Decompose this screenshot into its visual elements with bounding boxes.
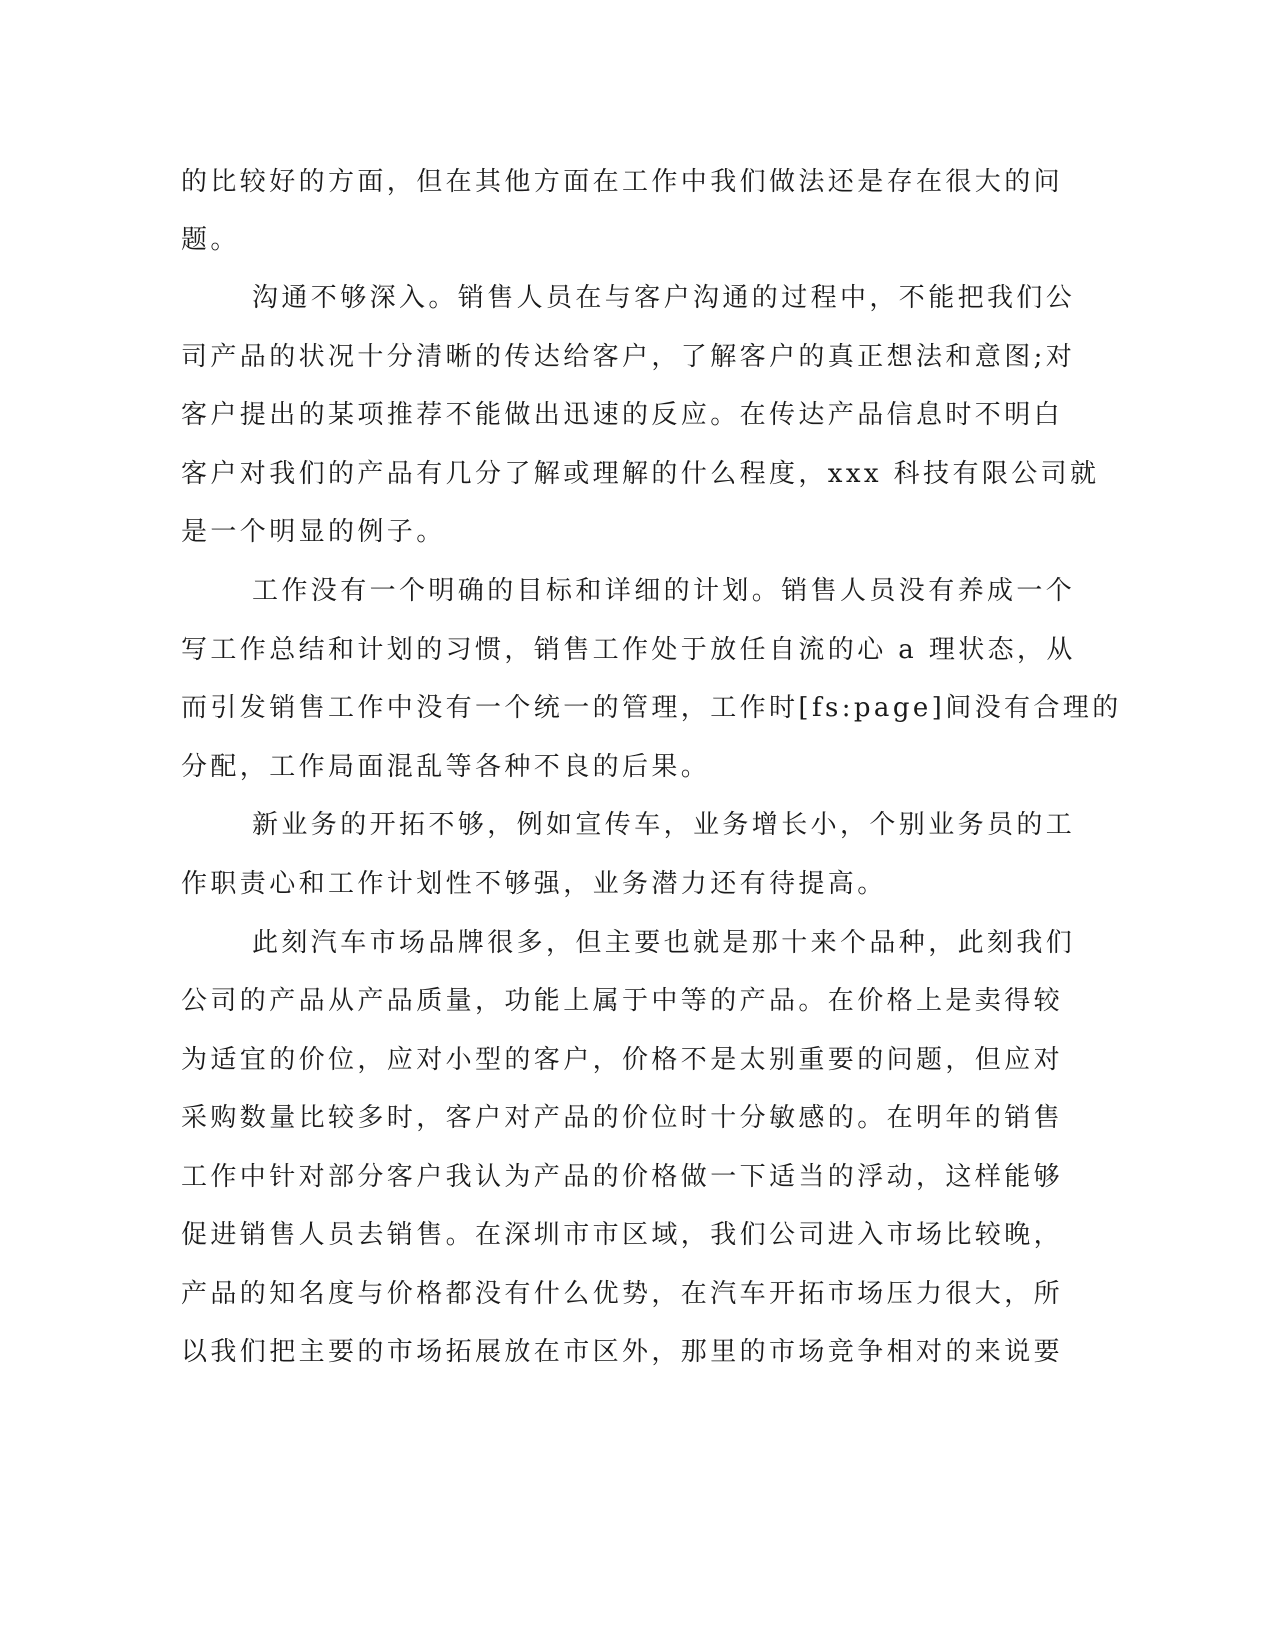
text-line: 而引发销售工作中没有一个统一的管理，工作时[fs:page]间没有合理的 (181, 693, 1122, 723)
text-line: 工作中针对部分客户我认为产品的价格做一下适当的浮动，这样能够 (181, 1162, 1064, 1192)
paragraph-first-line: 沟通不够深入。销售人员在与客户沟通的过程中，不能把我们公 (252, 283, 1076, 313)
text-line: 写工作总结和计划的习惯，销售工作处于放任自流的心 a 理状态，从 (181, 635, 1076, 665)
text-line: 客户提出的某项推荐不能做出迅速的反应。在传达产品信息时不明白 (181, 400, 1064, 430)
text-line: 促进销售人员去销售。在深圳市市区域，我们公司进入市场比较晚， (181, 1220, 1064, 1250)
text-line: 产品的知名度与价格都没有什么优势，在汽车开拓市场压力很大，所 (181, 1279, 1064, 1309)
text-line: 以我们把主要的市场拓展放在市区外，那里的市场竞争相对的来说要 (181, 1337, 1064, 1367)
text-line: 采购数量比较多时，客户对产品的价位时十分敏感的。在明年的销售 (181, 1103, 1064, 1133)
text-line: 为适宜的价位，应对小型的客户，价格不是太别重要的问题，但应对 (181, 1045, 1064, 1075)
paragraph-first-line: 新业务的开拓不够，例如宣传车，业务增长小，个别业务员的工 (252, 810, 1076, 840)
text-line: 司产品的状况十分清晰的传达给客户，了解客户的真正想法和意图;对 (181, 342, 1076, 372)
text-line: 作职责心和工作计划性不够强，业务潜力还有待提高。 (181, 869, 887, 899)
paragraph-first-line: 此刻汽车市场品牌很多，但主要也就是那十来个品种，此刻我们 (252, 928, 1076, 958)
text-line: 的比较好的方面，但在其他方面在工作中我们做法还是存在很大的问 (181, 167, 1064, 197)
text-line: 题。 (181, 225, 240, 255)
text-line: 公司的产品从产品质量，功能上属于中等的产品。在价格上是卖得较 (181, 986, 1064, 1016)
paragraph-first-line: 工作没有一个明确的目标和详细的计划。销售人员没有养成一个 (252, 576, 1076, 606)
text-line: 分配，工作局面混乱等各种不良的后果。 (181, 752, 711, 782)
text-line: 是一个明显的例子。 (181, 517, 446, 547)
text-line: 客户对我们的产品有几分了解或理解的什么程度，xxx 科技有限公司就 (181, 459, 1100, 489)
